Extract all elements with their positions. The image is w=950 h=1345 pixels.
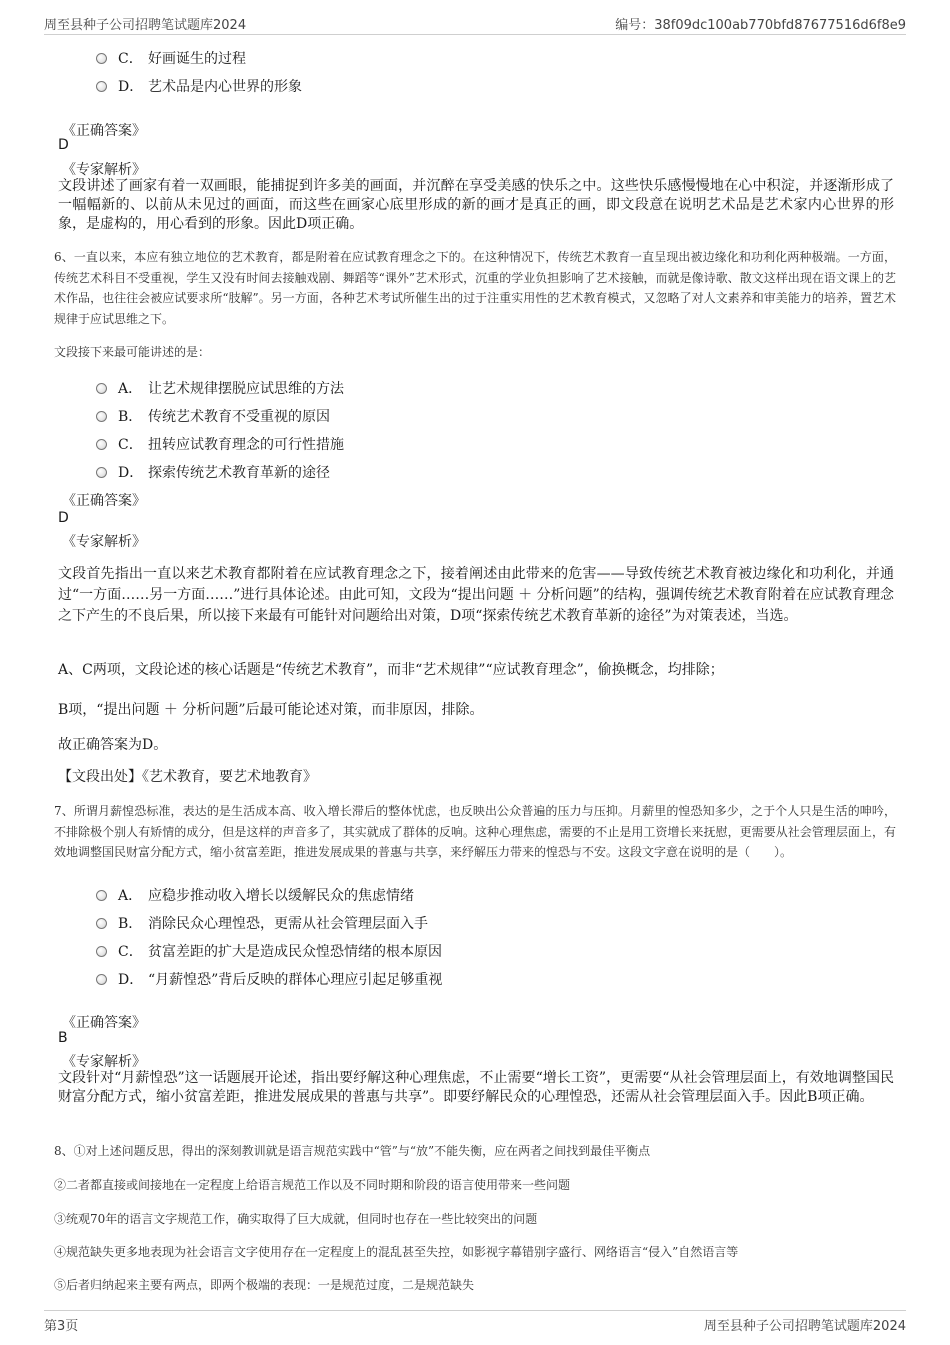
statement-item: ③统观70年的语言文字规范工作，确实取得了巨大成就，但同时也存在一些比较突出的问题 xyxy=(54,1212,538,1226)
analysis-text: 故正确答案为D。 xyxy=(58,737,168,753)
question-stem-8: 8、①对上述问题反思，得出的深刻教训就是语言规范实践中“管”与“放”不能失衡，应在两者之间找到最佳平衡点 xyxy=(54,1144,651,1158)
analysis-text: 文段讲述了画家有着一双画眼，能捕捉到许多美的画面，并沉醉在享受美感的快乐之中。这些快乐感慢慢地在心中积淀，并逐渐形成了一幅幅新的、以前从未见过的画面，而这些在画家心底里形成的新的画才是真正的画，即文段意在说明艺术品是艺术家内心世界的形象，是虚构的，用心看到的形象。因此D项正确。 xyxy=(58,178,894,232)
analysis-text: A、C两项，文段论述的核心话题是“传统艺术教育”，而非“艺术规律”“应试教育理念”，偷换概念，均排除； xyxy=(58,662,724,678)
analysis-label: 《专家解析》 xyxy=(62,1054,146,1070)
radio-icon[interactable] xyxy=(96,411,107,422)
analysis-label: 《专家解析》 xyxy=(62,534,146,550)
statement-item: ④规范缺失更多地表现为社会语言文字使用存在一定程度上的混乱甚至失控，如影视字幕错别字盛行、网络语言“侵入”自然语言等 xyxy=(54,1245,739,1259)
radio-icon[interactable] xyxy=(96,974,107,985)
analysis-text: 文段针对“月薪惶恐”这一话题展开论述，指出要纾解这种心理焦虑，不止需要“增长工资”，更需要“从社会管理层面上，有效地调整国民财富分配方式，缩小贫富差距，推进发展成果的普惠与共享”。即要纾解民众的心理惶恐，还需从社会管理层面入手。因此B项正确。 xyxy=(58,1070,894,1105)
source-note: 【文段出处】《艺术教育，要艺术地教育》 xyxy=(58,769,317,785)
radio-icon[interactable] xyxy=(96,81,107,92)
question-stem-6: 6、一直以来，本应有独立地位的艺术教育，都是附着在应试教育理念之下的。在这种情况下，传统艺术教育一直呈现出被边缘化和功利化两种极端。一方面，传统艺术科目不受重视，学生又没有时间去接触戏剧、舞蹈等“课外”艺术形式，沉重的学业负担影响了艺术接触，而就是像诗歌、散文这样出现在语文课上的艺术作品，也往往会被应试要求所“肢解”。另一方面，各种艺术考试所催生出的过于注重实用性的艺术教育模式，又忽略了对人文素养和审美能力的培养，置艺术规律于应试思维之下。 xyxy=(54,250,896,326)
statement-item: ⑤后者归纳起来主要有两点，即两个极端的表现：一是规范过度，二是规范缺失 xyxy=(54,1278,475,1292)
radio-icon[interactable] xyxy=(96,383,107,394)
radio-icon[interactable] xyxy=(96,467,107,478)
analysis-text: 文段首先指出一直以来艺术教育都附着在应试教育理念之下，接着阐述由此带来的危害——导致传统艺术教育被边缘化和功利化，并通过“一方面……另一方面……”进行具体论述。由此可知，文段为“提出问题 ＋ 分析问题”的结构，强调传统艺术教育附着在应试教育理念之下产生的不良后果，所以接下来最有可能针对问题给出对策，D项“探索传统艺术教育革新的途径”为对策表述，当选。 xyxy=(58,566,894,624)
footer-title: 周至县种子公司招聘笔试题库2024 xyxy=(703,1319,906,1334)
radio-icon[interactable] xyxy=(96,946,107,957)
header-title: 周至县种子公司招聘笔试题库2024 xyxy=(44,18,247,33)
answer-label: 《正确答案》 xyxy=(62,123,146,139)
page-header xyxy=(44,12,906,35)
radio-icon[interactable] xyxy=(96,439,107,450)
answer-label: 《正确答案》 xyxy=(62,1015,146,1031)
radio-icon[interactable] xyxy=(96,890,107,901)
radio-icon[interactable] xyxy=(96,918,107,929)
document-id: 编号：38f09dc100ab770bfd87677516d6f8e9 xyxy=(615,18,906,33)
analysis-text: B项，“提出问题 ＋ 分析问题”后最可能论述对策，而非原因，排除。 xyxy=(58,702,484,718)
radio-icon[interactable] xyxy=(96,53,107,64)
page-footer xyxy=(44,1310,906,1335)
answer-value: D xyxy=(58,510,69,526)
statement-item: ②二者都直接或间接地在一定程度上给语言规范工作以及不同时期和阶段的语言使用带来一些问题 xyxy=(54,1178,571,1192)
answer-value: D xyxy=(58,137,69,153)
analysis-label: 《专家解析》 xyxy=(62,162,146,178)
answer-label: 《正确答案》 xyxy=(62,493,146,509)
answer-value: B xyxy=(58,1030,68,1046)
question-prompt-6: 文段接下来最可能讲述的是： xyxy=(54,345,211,359)
question-stem-7: 7、所谓月薪惶恐标准，表达的是生活成本高、收入增长滞后的整体忧虑，也反映出公众普遍的压力与压抑。月薪里的惶恐知多少，之于个人只是生活的呻吟，不排除极个别人有矫情的成分，但是这样的声音多了，其实就成了群体的反响。这种心理焦虑，需要的不止是用工资增长来抚慰，更需要从社会管理层面上，有效地调整国民财富分配方式，缩小贫富差距，推进发展成果的普惠与共享，来纾解压力带来的惶恐与不安。这段文字意在说明的是（ ）。 xyxy=(54,804,896,859)
page-number: 第3页 xyxy=(44,1319,79,1334)
